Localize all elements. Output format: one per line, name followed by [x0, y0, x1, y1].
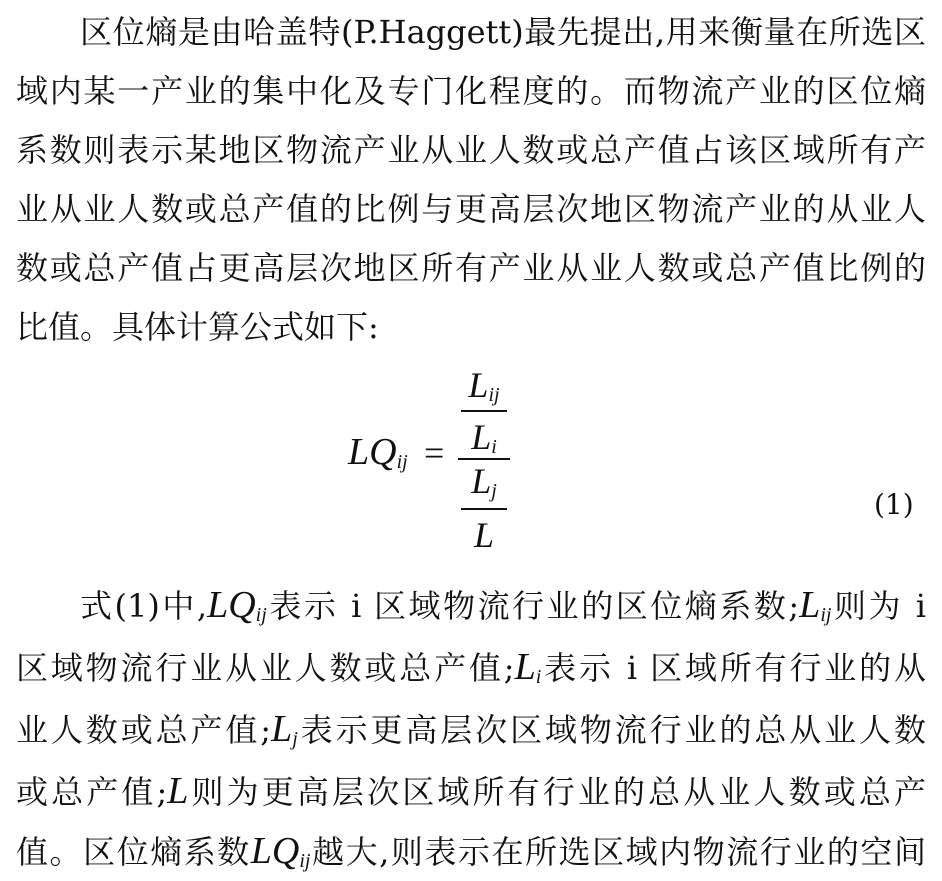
text-span: 越大,则表示在所选区域内物流行业的空间 — [310, 833, 926, 871]
formula-lq — [340, 358, 540, 558]
paragraph2-line2 — [16, 647, 926, 697]
paragraph1-line2: 域内某一产业的集中化及专门化程度的。而物流产业的区位熵 — [16, 72, 926, 110]
text-span: 式(1)中, — [80, 587, 208, 625]
text-span: 表示 i 区域物流行业的区位熵系数; — [266, 587, 800, 625]
text-span: 值。区位熵系数 — [16, 833, 251, 871]
formula-equals: = — [424, 433, 445, 473]
math-symbol: L — [514, 646, 536, 688]
formula-numerator-subscript: ij — [488, 384, 500, 406]
math-subscript: i — [535, 666, 542, 688]
paragraph1-line5: 数或总产值占更高层次地区所有产业从业人数或总产值比例的 — [16, 249, 926, 287]
math-subscript: ij — [255, 604, 267, 626]
math-symbol: LQ — [207, 584, 256, 626]
formula-lj-symbol: L — [471, 461, 492, 501]
formula-lj-subscript: j — [491, 480, 497, 502]
text-span: 则为更高层次区域所有行业的总从业人数或总产 — [188, 773, 926, 811]
formula-numerator — [458, 364, 510, 407]
paragraph2-line5 — [16, 831, 926, 881]
text-span: 或总产值; — [16, 773, 168, 811]
text-span: 区域物流行业从业人数或总产值; — [16, 649, 515, 687]
math-symbol: L — [271, 708, 293, 750]
text-span: 则为 i — [831, 587, 926, 625]
formula-l: L — [473, 515, 495, 555]
formula-lhs-symbol: LQ — [348, 431, 397, 473]
paragraph1-line1: 区位熵是由哈盖特(P.Haggett)最先提出,用来衡量在所选区 — [80, 13, 926, 51]
formula-lhs-subscript: ij — [396, 451, 408, 473]
math-subscript: ij — [299, 850, 311, 872]
math-subscript: j — [292, 728, 298, 750]
text-span: 业人数或总产值; — [16, 711, 272, 749]
formula-li-subscript: i — [491, 436, 497, 458]
math-symbol: L — [799, 584, 821, 626]
formula-bar-lower — [461, 508, 507, 510]
math-symbol: L — [167, 770, 189, 812]
equation-number: (1) — [874, 488, 914, 521]
formula-bar-upper — [461, 410, 507, 412]
formula-li-symbol: L — [471, 417, 492, 457]
formula-lj — [458, 460, 510, 503]
math-subscript: ij — [820, 604, 832, 626]
text-span: 表示更高层次区域物流行业的总从业人数 — [297, 711, 926, 749]
formula-li — [458, 416, 510, 459]
formula-lhs — [348, 430, 408, 474]
paragraph2-line1 — [80, 585, 926, 635]
paragraph1-line4: 业从业人数或总产值的比例与更高层次地区物流产业的从业人 — [16, 190, 926, 228]
formula-numerator-symbol: L — [468, 365, 489, 405]
paragraph1-line3: 系数则表示某地区物流产业从业人数或总产值占该区域所有产 — [16, 131, 926, 169]
paragraph2-line3 — [16, 709, 926, 759]
text-span: 表示 i 区域所有行业的从 — [541, 649, 926, 687]
paragraph1-line6: 比值。具体计算公式如下: — [16, 308, 379, 346]
formula-fraction — [458, 358, 510, 558]
paragraph2-line4 — [16, 771, 926, 812]
math-symbol: LQ — [250, 830, 300, 872]
